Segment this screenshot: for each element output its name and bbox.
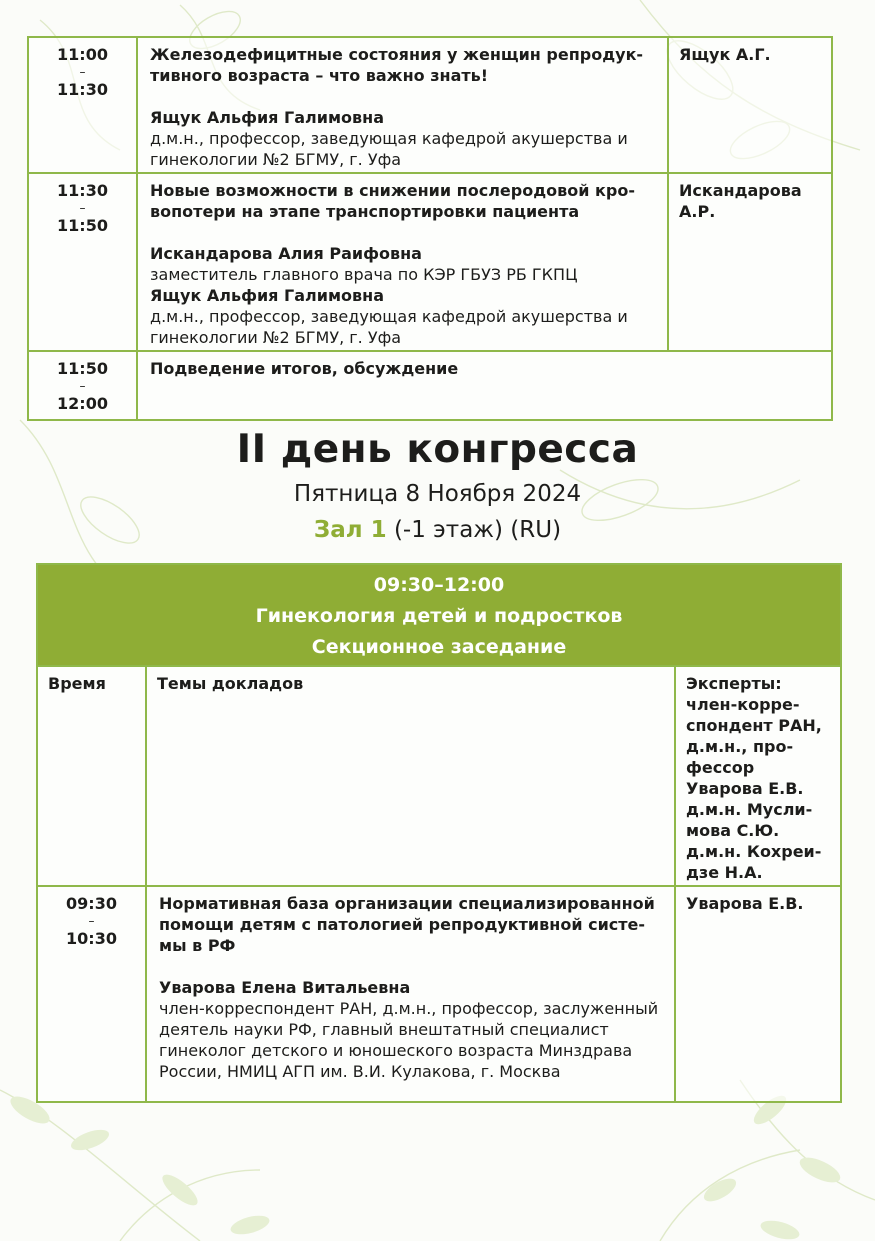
talk-title: Нормативная база организации специализированной помощи детям с патологией репродуктивной системы в РФ xyxy=(159,894,655,955)
speaker-name: Ящук Альфия Галимовна xyxy=(150,286,384,305)
time-start: 11:00 xyxy=(57,45,108,64)
hall-name: Зал 1 xyxy=(313,517,387,543)
topic-cell xyxy=(137,173,668,351)
speaker-affiliation: д.м.н., профессор, заведующая кафедрой акушерства и гинекологии №2 БГМУ, г. Уфа xyxy=(150,307,628,347)
column-header-topics: Темы докладов xyxy=(146,666,675,886)
time-cell xyxy=(28,173,137,351)
topic-cell xyxy=(146,886,675,1102)
table-row xyxy=(28,37,832,173)
time-end: 12:00 xyxy=(57,394,108,413)
column-header-row xyxy=(37,666,841,886)
speaker-name: Ящук Альфия Галимовна xyxy=(150,108,384,127)
time-dash: – xyxy=(88,914,95,928)
time-end: 10:30 xyxy=(66,929,117,948)
session-table-day1 xyxy=(27,36,833,421)
topic-cell xyxy=(137,351,832,420)
speaker-affiliation: член-корреспондент РАН, д.м.н., профессор, заслуженный деятель науки РФ, главный внештатный специалист гинеколог детского и юношеского возраста Минздрава России, НМИЦ АГП им. В.И. Кулакова, г. Москва xyxy=(159,999,659,1081)
speaker-name: Искандарова Алия Раифовна xyxy=(150,244,422,263)
moderator-cell: Уварова Е.В. xyxy=(675,886,841,1102)
moderator-cell: Ящук А.Г. xyxy=(668,37,832,173)
day-date: Пятница 8 Ноября 2024 xyxy=(293,481,582,507)
moderator-cell: Искандарова А.Р. xyxy=(668,173,832,351)
table-row xyxy=(37,886,841,1102)
session-title: Гинекология детей и подростков xyxy=(255,605,623,627)
session-subtitle: Секционное заседание xyxy=(311,636,567,658)
time-end: 11:50 xyxy=(57,216,108,235)
speaker-affiliation: д.м.н., профессор, заведующая кафедрой акушерства и гинекологии №2 БГМУ, г. Уфа xyxy=(150,129,628,169)
column-header-experts: Эксперты: член-корреспондент РАН, д.м.н., профессор Уварова Е.В. д.м.н. Муслимова С.Ю. д.м.н. Кохреидзе Н.А. xyxy=(675,666,841,886)
column-header-time: Время xyxy=(37,666,146,886)
time-end: 11:30 xyxy=(57,80,108,99)
time-dash: – xyxy=(79,379,86,393)
speaker-name: Уварова Елена Витальевна xyxy=(159,978,411,997)
day-title: II день конгресса xyxy=(236,427,639,472)
talk-title: Железодефицитные состояния у женщин репродуктивного возраста – что важно знать! xyxy=(150,45,644,85)
time-start: 09:30 xyxy=(66,894,117,913)
time-cell xyxy=(28,37,137,173)
talk-title: Новые возможности в снижении послеродовой кровопотери на этапе транспортировки пациента xyxy=(150,181,635,221)
time-dash: – xyxy=(79,201,86,215)
talk-title: Подведение итогов, обсуждение xyxy=(150,359,459,378)
speaker-affiliation: заместитель главного врача по КЭР ГБУЗ РБ ГКПЦ xyxy=(150,265,578,284)
time-cell xyxy=(28,351,137,420)
hall-line xyxy=(0,515,875,545)
table-row xyxy=(28,173,832,351)
topic-cell xyxy=(137,37,668,173)
session-header-row xyxy=(37,564,841,666)
time-start: 11:50 xyxy=(57,359,108,378)
session-header xyxy=(37,564,841,666)
session-time: 09:30–12:00 xyxy=(373,574,505,596)
table-row xyxy=(28,351,832,420)
time-start: 11:30 xyxy=(57,181,108,200)
hall-details: (-1 этаж) (RU) xyxy=(386,517,562,543)
time-cell xyxy=(37,886,146,1102)
time-dash: – xyxy=(79,65,86,79)
session-table-day2 xyxy=(36,563,842,1103)
